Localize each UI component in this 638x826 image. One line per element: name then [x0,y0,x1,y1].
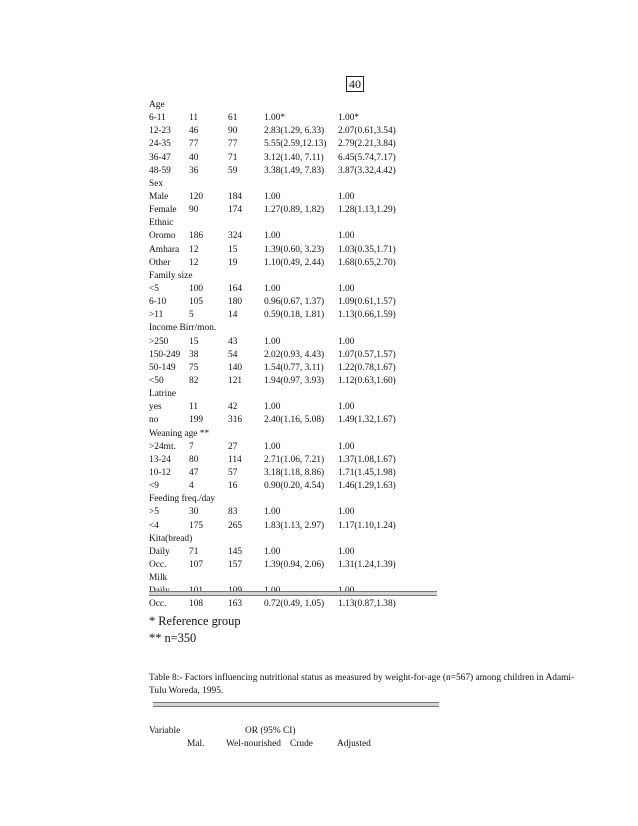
cell-crude-or: 1.00 [264,402,281,413]
group-label: Feeding freq./day [149,494,216,505]
footnotes [149,613,241,647]
cell-crude-or: 1.00 [264,336,281,347]
cell-wel-nourished: 83 [228,507,238,518]
cell-crude-or: 5.55(2.59,12.13) [264,139,327,150]
cell-crude-or: 3.18(1.18, 8.86) [264,467,325,478]
cell-mal: 15 [189,336,199,347]
table-caption: Table 8:- Factors influencing nutritional status as measured by weight-for-age (n=567) among children in Adami-Tulu Woreda, 1995. [149,673,575,696]
cell-category: Occ. [149,559,167,570]
cell-wel-nourished: 19 [228,257,238,268]
cell-mal: 46 [189,126,199,137]
cell-mal: 107 [189,559,204,570]
cell-adjusted-or: 1.00 [338,441,355,452]
cell-adjusted-or: 1.00 [338,283,355,294]
cell-adjusted-or: 1.22(0.78,1.67) [338,362,396,373]
cell-category: 36-47 [149,152,171,163]
cell-wel-nourished: 71 [228,152,238,163]
cell-adjusted-or: 1.00 [338,336,355,347]
cell-crude-or: 1.00 [264,441,281,452]
cell-category: Other [149,257,171,268]
cell-crude-or: 1.00 [264,507,281,518]
cell-crude-or: 3.38(1.49, 7.83) [264,165,325,176]
cell-adjusted-or: 1.31(1.24,1.39) [338,559,396,570]
cell-category: 50-149 [149,362,176,373]
cell-crude-or: 1.27(0.89, 1.82) [264,205,325,216]
cell-category: 12-23 [149,126,171,137]
cell-category: Amhara [149,244,180,255]
footnote-reference-group: * Reference group [149,614,241,628]
cell-mal: 11 [189,113,199,124]
cell-mal: 100 [189,283,204,294]
cell-mal: 75 [189,362,199,373]
header-crude: Crude [290,739,313,749]
cell-wel-nourished: 57 [228,467,238,478]
cell-adjusted-or: 3.87(3.32,4.42) [338,165,396,176]
cell-category: Daily [149,546,170,557]
cell-mal: 77 [189,139,199,150]
cell-wel-nourished: 54 [228,349,238,360]
cell-wel-nourished: 145 [228,546,243,557]
cell-adjusted-or: 1.03(0.35,1.71) [338,244,396,255]
cell-wel-nourished: 61 [228,113,238,124]
group-label: Latrine [149,389,177,400]
group-label: Income Birr/mon. [149,323,217,334]
cell-wel-nourished: 15 [228,244,238,255]
header-or-ci: OR (95% CI) [245,726,296,736]
cell-wel-nourished: 157 [228,559,243,570]
cell-category: <4 [149,520,159,531]
cell-adjusted-or: 2.79(2.21,3.84) [338,139,396,150]
cell-wel-nourished: 164 [228,283,243,294]
cell-category: 13-24 [149,454,171,465]
cell-category: >5 [149,507,159,518]
group-label: Age [149,100,165,110]
cell-crude-or: 1.39(0.94, 2.06) [264,559,325,570]
cell-crude-or: 1.00 [264,546,281,557]
cell-category: yes [149,402,162,413]
cell-category: 6-10 [149,297,167,308]
cell-adjusted-or: 1.00 [338,402,355,413]
cell-mal: 36 [189,165,199,176]
cell-mal: 199 [189,415,204,426]
cell-category: Male [149,191,169,202]
cell-crude-or: 0.96(0.67, 1.37) [264,297,325,308]
cell-wel-nourished: 121 [228,375,243,386]
cell-adjusted-or: 1.00 [338,507,355,518]
header-variable: Variable [149,726,181,736]
cell-crude-or: 0.59(0.18, 1.81) [264,310,325,321]
cell-mal: 12 [189,244,199,255]
cell-wel-nourished: 163 [228,599,243,610]
cell-adjusted-or: 2.07(0.61,3.54) [338,126,396,137]
cell-mal: 11 [189,402,199,413]
cell-mal: 5 [189,310,194,321]
group-label: Weaning age ** [149,428,210,439]
cell-crude-or: 1.83(1.13, 2.97) [264,520,325,531]
group-label: Milk [149,573,168,584]
cell-wel-nourished: 14 [228,310,238,321]
cell-category: >250 [149,336,169,347]
cell-category: >24mt. [149,441,176,452]
cell-crude-or: 1.54(0.77, 3.11) [264,362,324,373]
cell-crude-or: 1.94(0.97, 3.93) [264,375,325,386]
cell-wel-nourished: 324 [228,231,243,242]
header-adjusted: Adjusted [337,739,371,749]
cell-wel-nourished: 90 [228,126,238,137]
cell-category: Oromo [149,231,176,242]
cell-mal: 175 [189,520,204,531]
cell-wel-nourished: 77 [228,139,238,150]
cell-mal: 82 [189,375,199,386]
group-label: Ethnic [149,218,174,229]
cell-adjusted-or: 1.68(0.65,2.70) [338,257,396,268]
cell-adjusted-or: 1.49(1.32,1.67) [338,415,396,426]
footnote-weaning-n: ** n=350 [149,631,197,645]
cell-mal: 90 [189,205,199,216]
cell-wel-nourished: 43 [228,336,238,347]
cell-mal: 71 [189,546,199,557]
header-mal: Mal. [187,739,205,749]
cell-wel-nourished: 316 [228,415,243,426]
cell-adjusted-or: 1.00* [338,113,360,124]
cell-wel-nourished: 42 [228,402,238,413]
cell-adjusted-or: 1.00 [338,231,355,242]
cell-adjusted-or: 1.28(1.13,1.29) [338,205,396,216]
cell-wel-nourished: 184 [228,191,243,202]
cell-adjusted-or: 1.37(1.08,1.67) [338,454,396,465]
cell-adjusted-or: 1.12(0.63,1.60) [338,375,396,386]
cell-wel-nourished: 140 [228,362,243,373]
page-number: 40 [346,76,364,92]
table-bottom-rule [149,591,437,596]
cell-crude-or: 1.00 [264,283,281,294]
cell-adjusted-or: 6.45(5.74,7.17) [338,152,396,163]
cell-category: Occ. [149,599,167,610]
cell-mal: 12 [189,257,199,268]
cell-category: <5 [149,283,159,294]
cell-category: >11 [149,310,164,321]
header-wel-nourished: Wel-nourished [226,739,281,749]
cell-mal: 4 [189,481,194,492]
cell-wel-nourished: 265 [228,520,243,531]
cell-category: 48-59 [149,165,171,176]
cell-mal: 38 [189,349,199,360]
cell-crude-or: 2.40(1.16, 5.08) [264,415,325,426]
cell-crude-or: 2.71(1.06, 7.21) [264,454,325,465]
group-label: Sex [149,178,164,189]
cell-crude-or: 1.39(0.60, 3.23) [264,244,325,255]
cell-wel-nourished: 16 [228,481,238,492]
cell-crude-or: 1.00 [264,191,281,202]
cell-crude-or: 1.10(0.49, 2.44) [264,257,325,268]
cell-adjusted-or: 1.00 [338,191,355,202]
cell-category: 6-11 [149,113,166,124]
cell-crude-or: 1.00 [264,231,281,242]
cell-crude-or: 2.02(0.93, 4.43) [264,349,325,360]
cell-mal: 120 [189,191,204,202]
cell-category: 150-249 [149,349,181,360]
cell-adjusted-or: 1.13(0.87,1.38) [338,599,396,610]
cell-wel-nourished: 27 [228,441,238,452]
cell-mal: 7 [189,441,194,452]
cell-mal: 108 [189,599,204,610]
cell-crude-or: 3.12(1.40, 7.11) [264,152,324,163]
cell-adjusted-or: 1.13(0.66,1.59) [338,310,396,321]
cell-adjusted-or: 1.07(0.57,1.57) [338,349,396,360]
cell-crude-or: 1.00* [264,113,286,124]
cell-wel-nourished: 59 [228,165,238,176]
cell-mal: 80 [189,454,199,465]
cell-mal: 30 [189,507,199,518]
cell-wel-nourished: 114 [228,454,242,465]
cell-wel-nourished: 180 [228,297,243,308]
cell-crude-or: 2.83(1.29, 6.33) [264,126,325,137]
cell-crude-or: 0.90(0.20, 4.54) [264,481,325,492]
cell-mal: 40 [189,152,199,163]
cell-category: 10-12 [149,467,171,478]
cell-category: 24-35 [149,139,171,150]
cell-category: <9 [149,481,159,492]
cell-category: no [149,415,159,426]
cell-adjusted-or: 1.17(1.10,1.24) [338,520,396,531]
cell-adjusted-or: 1.00 [338,546,355,557]
cell-adjusted-or: 1.09(0.61,1.57) [338,297,396,308]
cell-category: Female [149,205,177,216]
group-label: Family size [149,270,193,281]
cell-wel-nourished: 174 [228,205,243,216]
cell-adjusted-or: 1.46(1.29,1.63) [338,481,396,492]
cell-adjusted-or: 1.71(1.45,1.98) [338,467,396,478]
cell-crude-or: 0.72(0.49, 1.05) [264,599,325,610]
cell-mal: 186 [189,231,204,242]
group-label: Kita(bread) [149,533,193,544]
caption-rule [153,702,439,707]
cell-mal: 47 [189,467,199,478]
cell-category: <50 [149,375,164,386]
cell-mal: 105 [189,297,204,308]
